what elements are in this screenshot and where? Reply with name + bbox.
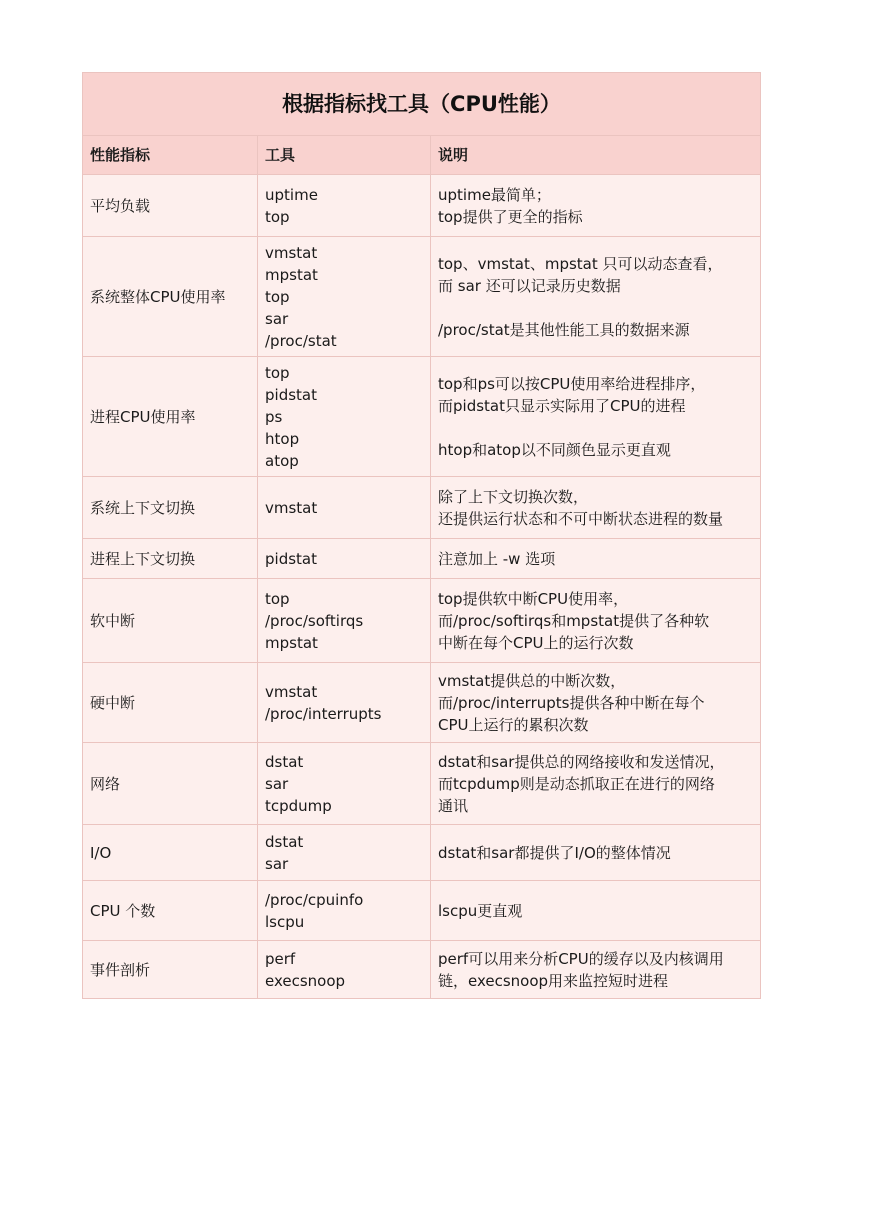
description-line: /proc/stat是其他性能工具的数据来源 — [438, 320, 690, 339]
tools-cell — [258, 477, 431, 539]
metric-cell: 平均负载 — [83, 175, 258, 237]
description-cell — [431, 881, 761, 941]
table-row — [83, 825, 761, 881]
description-line: top提供了更全的指标 — [438, 207, 583, 226]
metric-cell: I/O — [83, 825, 258, 881]
table-row — [83, 743, 761, 825]
description-cell — [431, 539, 761, 579]
description-cell — [431, 941, 761, 999]
description-line: htop和atop以不同颜色显示更直观 — [438, 440, 671, 459]
description-gap — [438, 297, 753, 319]
description-line: vmstat提供总的中断次数， — [438, 671, 626, 690]
metric-cell: 系统上下文切换 — [83, 477, 258, 539]
tool-name: lscpu — [265, 912, 305, 931]
description-line: 而/proc/interrupts提供各种中断在每个 — [438, 693, 705, 712]
tools-cell — [258, 539, 431, 579]
title-row — [83, 73, 761, 136]
tools-cell — [258, 941, 431, 999]
metric-cell: 进程上下文切换 — [83, 539, 258, 579]
tool-name: /proc/softirqs — [265, 611, 364, 630]
header-metric: 性能指标 — [83, 136, 258, 175]
description-line: 链，execsnoop用来监控短时进程 — [438, 971, 669, 990]
description-cell — [431, 357, 761, 477]
description-line: 注意加上 -w 选项 — [438, 549, 556, 568]
description-cell — [431, 579, 761, 663]
description-line: top和ps可以按CPU使用率给进程排序， — [438, 374, 706, 393]
tool-name: pidstat — [265, 549, 317, 568]
description-line: lscpu更直观 — [438, 901, 523, 920]
tools-cell — [258, 825, 431, 881]
description-line: CPU上运行的累积次数 — [438, 715, 589, 734]
tools-cell — [258, 743, 431, 825]
header-row — [83, 136, 761, 175]
tool-name: perf — [265, 949, 296, 968]
tool-name: /proc/stat — [265, 331, 337, 350]
tool-name: vmstat — [265, 243, 318, 262]
table-row — [83, 477, 761, 539]
tool-name: vmstat — [265, 682, 318, 701]
description-line: top、vmstat、mpstat 只可以动态查看， — [438, 254, 723, 273]
table-row — [83, 663, 761, 743]
tool-name: top — [265, 287, 290, 306]
tool-name: mpstat — [265, 633, 318, 652]
tool-name: sar — [265, 854, 289, 873]
metric-cell: 系统整体CPU使用率 — [83, 237, 258, 357]
description-line: 通讯 — [438, 796, 469, 815]
tool-name: mpstat — [265, 265, 318, 284]
table-row — [83, 941, 761, 999]
tools-cell — [258, 175, 431, 237]
metric-cell: 进程CPU使用率 — [83, 357, 258, 477]
tool-name: dstat — [265, 752, 304, 771]
description-line: 还提供运行状态和不可中断状态进程的数量 — [438, 509, 724, 528]
tools-cell — [258, 357, 431, 477]
description-line: perf可以用来分析CPU的缓存以及内核调用 — [438, 949, 724, 968]
metric-cell: 软中断 — [83, 579, 258, 663]
tool-name: ps — [265, 407, 283, 426]
table-row — [83, 357, 761, 477]
description-line: 而pidstat只显示实际用了CPU的进程 — [438, 396, 686, 415]
tool-name: /proc/cpuinfo — [265, 890, 364, 909]
description-line: 而 sar 还可以记录历史数据 — [438, 276, 621, 295]
description-gap — [438, 417, 753, 439]
tool-name: top — [265, 589, 290, 608]
table-body — [83, 175, 761, 999]
metric-cell: CPU 个数 — [83, 881, 258, 941]
tool-name: sar — [265, 774, 289, 793]
description-cell — [431, 477, 761, 539]
table-row — [83, 579, 761, 663]
description-line: dstat和sar提供总的网络接收和发送情况， — [438, 752, 725, 771]
header-description: 说明 — [431, 136, 761, 175]
tool-name: execsnoop — [265, 971, 346, 990]
table-row — [83, 175, 761, 237]
description-line: 除了上下文切换次数， — [438, 487, 589, 506]
tool-name: htop — [265, 429, 300, 448]
tool-name: pidstat — [265, 385, 317, 404]
description-line: 而tcpdump则是动态抓取正在进行的网络 — [438, 774, 715, 793]
tool-name: vmstat — [265, 498, 318, 517]
tool-name: sar — [265, 309, 289, 328]
tool-name: tcpdump — [265, 796, 332, 815]
cpu-tools-table — [82, 72, 761, 999]
description-line: 而/proc/softirqs和mpstat提供了各种软 — [438, 611, 710, 630]
description-line: dstat和sar都提供了I/O的整体情况 — [438, 843, 671, 862]
tool-name: top — [265, 207, 290, 226]
table-title: 根据指标找工具（CPU性能） — [83, 73, 761, 136]
tool-name: top — [265, 363, 290, 382]
table-row — [83, 539, 761, 579]
description-cell — [431, 663, 761, 743]
description-cell — [431, 237, 761, 357]
description-line: uptime最简单； — [438, 185, 551, 204]
metric-cell: 网络 — [83, 743, 258, 825]
description-cell — [431, 825, 761, 881]
tool-name: /proc/interrupts — [265, 704, 382, 723]
tools-cell — [258, 881, 431, 941]
description-line: 中断在每个CPU上的运行次数 — [438, 633, 634, 652]
description-cell — [431, 743, 761, 825]
cpu-tools-sheet — [82, 72, 760, 999]
tool-name: uptime — [265, 185, 318, 204]
description-cell — [431, 175, 761, 237]
tool-name: dstat — [265, 832, 304, 851]
table-row — [83, 237, 761, 357]
header-tools: 工具 — [258, 136, 431, 175]
metric-cell: 硬中断 — [83, 663, 258, 743]
description-line: top提供软中断CPU使用率， — [438, 589, 629, 608]
tool-name: atop — [265, 451, 299, 470]
tools-cell — [258, 663, 431, 743]
tools-cell — [258, 579, 431, 663]
table-row — [83, 881, 761, 941]
metric-cell: 事件剖析 — [83, 941, 258, 999]
tools-cell — [258, 237, 431, 357]
